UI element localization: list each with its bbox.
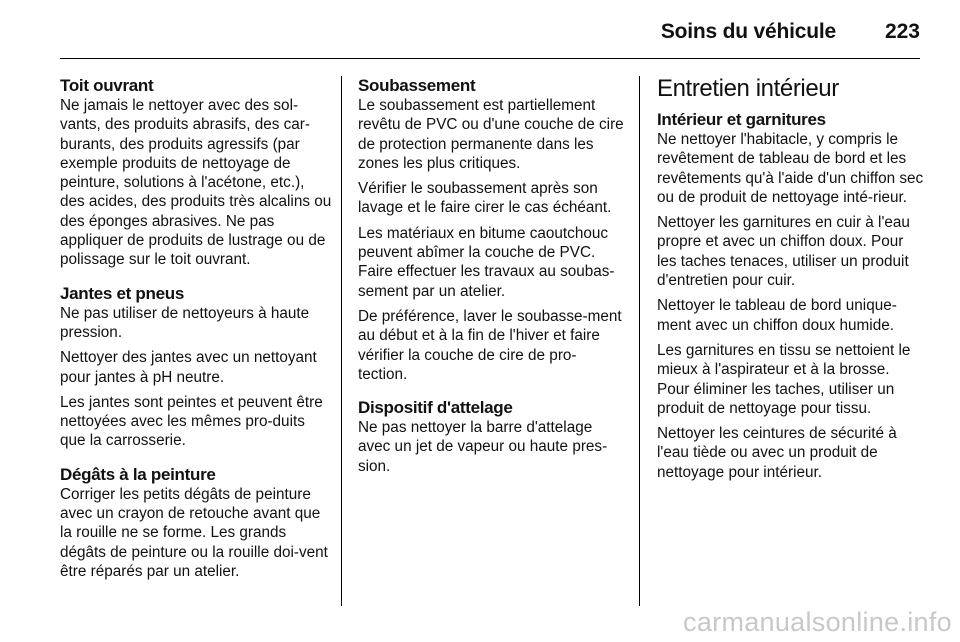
section-heading: Dégâts à la peinture <box>60 464 216 484</box>
section-toit-ouvrant <box>60 76 332 270</box>
paragraph: Nettoyer le tableau de bord unique-ment avec un chiffon doux humide. <box>657 297 897 334</box>
column-divider <box>341 76 342 606</box>
paragraph: Les garnitures en tissu se nettoient le mieux à l'aspirateur et à la brosse. Pour éliminer les taches, utiliser un produit de nettoyage pour tissu. <box>657 341 911 417</box>
paragraph: Nettoyer les garnitures en cuir à l'eau propre et avec un chiffon doux. Pour les taches tenaces, utiliser un produit d'entretien pour cuir. <box>657 214 910 290</box>
paragraph: Ne pas nettoyer la barre d'attelage avec un jet de vapeur ou haute pres-sion. <box>358 419 608 475</box>
column-1 <box>60 76 332 595</box>
paragraph: Ne nettoyer l'habitacle, y compris le revêtement de tableau de bord et les revêtements qu'à l'aide d'un chiffon sec ou de produit de nettoyage inté-rieur. <box>657 131 924 206</box>
paragraph: Les jantes sont peintes et peuvent être nettoyées avec les mêmes pro-duits que la carrosserie. <box>60 393 323 450</box>
section-heading: Soubassement <box>358 76 476 95</box>
section-heading: Jantes et pneus <box>60 283 184 303</box>
column-2 <box>358 76 624 490</box>
section-heading: Dispositif d'attelage <box>358 398 513 418</box>
paragraph: Le soubassement est partiellement revêtu de PVC ou d'une couche de cire de protection permanente dans les zones les plus critiques. <box>358 97 624 172</box>
section-soubassement <box>358 76 624 384</box>
section-heading: Toit ouvrant <box>60 76 154 95</box>
paragraph: Ne jamais le nettoyer avec des sol-vants, des produits abrasifs, des car-burants, des produits agressifs (par exemple produits de nettoyage de peinture, solutions à l'acétone, etc.), des acides, des produits très alcalins ou des éponges abrasives. Ne pas appliquer de produits de lustrage ou de polissage sur le toit ouvrant. <box>60 97 332 269</box>
paragraph: Vérifier le soubassement après son lavage et le faire cirer le cas échéant. <box>358 180 612 217</box>
paragraph: Les matériaux en bitume caoutchouc peuvent abîmer la couche de PVC. Faire effectuer les travaux au soubas-sement par un atelier. <box>358 224 615 300</box>
column-3 <box>657 76 925 496</box>
column-divider <box>639 76 640 606</box>
section-jantes-pneus <box>60 284 332 451</box>
page-number: 223 <box>884 20 920 43</box>
paragraph: Ne pas utiliser de nettoyeurs à haute pression. <box>60 304 310 341</box>
page-header <box>60 14 920 59</box>
section-heading: Intérieur et garnitures <box>657 110 826 129</box>
page-title: Soins du véhicule <box>660 20 836 43</box>
watermark: carmanualsonline.info <box>683 607 952 637</box>
paragraph: Corriger les petits dégâts de peinture avec un crayon de retouche avant que la rouille ne se forme. Les grands dégâts de peinture ou la rouille doi-vent être réparés par un atelier. <box>60 485 328 580</box>
section-degats-peinture <box>60 465 332 581</box>
paragraph: Nettoyer les ceintures de sécurité à l'eau tiède ou avec un produit de nettoyage pour intérieur. <box>657 425 897 481</box>
paragraph: De préférence, laver le soubasse-ment au début et à la fin de l'hiver et faire vérifier la couche de cire de pro-tection. <box>358 307 622 383</box>
section-dispositif-attelage <box>358 398 624 476</box>
paragraph: Nettoyer des jantes avec un nettoyant pour jantes à pH neutre. <box>60 349 317 386</box>
chapter-title: Entretien intérieur <box>657 75 839 102</box>
section-interieur-garnitures <box>657 110 925 482</box>
